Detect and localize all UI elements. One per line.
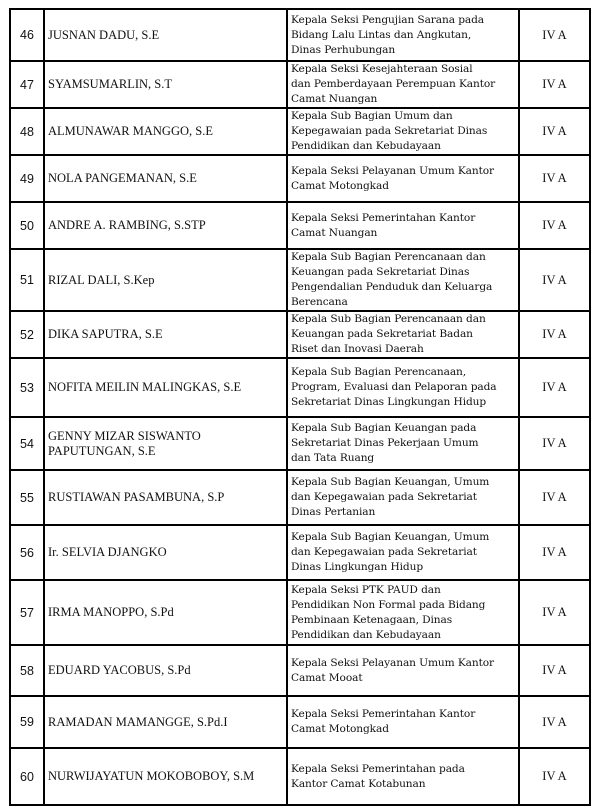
position-title: Kepala Seksi Pengujian Sarana pada Bidang Lalu Lintas dan Angkutan, Dinas Perhubungan	[287, 9, 519, 61]
table-row	[10, 748, 590, 805]
employee-name: ANDRE A. RAMBING, S.STP	[44, 202, 287, 249]
position-title: Kepala Sub Bagian Perencanaan dan Keuangan pada Sekretariat Dinas Pengendalian Penduduk dan Keluarga Berencana	[287, 249, 519, 311]
employee-name: Ir. SELVIA DJANGKO	[44, 525, 287, 580]
rank-grade: IV A	[519, 696, 590, 748]
table-row	[10, 417, 590, 470]
row-number: 46	[10, 9, 44, 61]
position-title: Kepala Seksi PTK PAUD dan Pendidikan Non Formal pada Bidang Pembinaan Ketenagaan, Dinas Pendidikan dan Kebudayaan	[287, 580, 519, 645]
employee-name: RAMADAN MAMANGGE, S.Pd.I	[44, 696, 287, 748]
position-title: Kepala Seksi Pelayanan Umum Kantor Camat Mooat	[287, 645, 519, 696]
table-row	[10, 525, 590, 580]
table-row	[10, 580, 590, 645]
row-number: 47	[10, 61, 44, 108]
rank-grade: IV A	[519, 358, 590, 417]
row-number: 51	[10, 249, 44, 311]
row-number: 59	[10, 696, 44, 748]
row-number: 56	[10, 525, 44, 580]
employee-name: DIKA SAPUTRA, S.E	[44, 311, 287, 358]
rank-grade: IV A	[519, 155, 590, 202]
rank-grade: IV A	[519, 645, 590, 696]
table-row	[10, 61, 590, 108]
employee-name: NURWIJAYATUN MOKOBOBOY, S.M	[44, 748, 287, 805]
table-row	[10, 311, 590, 358]
row-number: 57	[10, 580, 44, 645]
rank-grade: IV A	[519, 249, 590, 311]
row-number: 49	[10, 155, 44, 202]
rank-grade: IV A	[519, 525, 590, 580]
table-row	[10, 645, 590, 696]
table-row	[10, 202, 590, 249]
position-title: Kepala Seksi Pemerintahan pada Kantor Camat Kotabunan	[287, 748, 519, 805]
employee-name: SYAMSUMARLIN, S.T	[44, 61, 287, 108]
table-row	[10, 358, 590, 417]
position-title: Kepala Sub Bagian Perencanaan, Program, Evaluasi dan Pelaporan pada Sekretariat Dinas Lingkungan Hidup	[287, 358, 519, 417]
employee-name: RIZAL DALI, S.Kep	[44, 249, 287, 311]
row-number: 52	[10, 311, 44, 358]
rank-grade: IV A	[519, 108, 590, 155]
position-title: Kepala Sub Bagian Umum dan Kepegawaian pada Sekretariat Dinas Pendidikan dan Kebudayaan	[287, 108, 519, 155]
table-row	[10, 696, 590, 748]
rank-grade: IV A	[519, 9, 590, 61]
employee-name: IRMA MANOPPO, S.Pd	[44, 580, 287, 645]
employee-name: ALMUNAWAR MANGGO, S.E	[44, 108, 287, 155]
rank-grade: IV A	[519, 470, 590, 525]
position-title: Kepala Seksi Kesejahteraan Sosial dan Pemberdayaan Perempuan Kantor Camat Nuangan	[287, 61, 519, 108]
row-number: 60	[10, 748, 44, 805]
table-row	[10, 155, 590, 202]
row-number: 55	[10, 470, 44, 525]
row-number: 50	[10, 202, 44, 249]
row-number: 48	[10, 108, 44, 155]
rank-grade: IV A	[519, 202, 590, 249]
employee-name: GENNY MIZAR SISWANTO PAPUTUNGAN, S.E	[44, 417, 287, 470]
officials-table	[9, 8, 591, 806]
position-title: Kepala Seksi Pelayanan Umum Kantor Camat Motongkad	[287, 155, 519, 202]
employee-name: NOFITA MEILIN MALINGKAS, S.E	[44, 358, 287, 417]
table-row	[10, 470, 590, 525]
position-title: Kepala Seksi Pemerintahan Kantor Camat Motongkad	[287, 696, 519, 748]
table-row	[10, 108, 590, 155]
position-title: Kepala Sub Bagian Perencanaan dan Keuangan pada Sekretariat Badan Riset dan Inovasi Daerah	[287, 311, 519, 358]
position-title: Kepala Sub Bagian Keuangan, Umum dan Kepegawaian pada Sekretariat Dinas Lingkungan Hidup	[287, 525, 519, 580]
rank-grade: IV A	[519, 417, 590, 470]
position-title: Kepala Sub Bagian Keuangan pada Sekretariat Dinas Pekerjaan Umum dan Tata Ruang	[287, 417, 519, 470]
rank-grade: IV A	[519, 748, 590, 805]
position-title: Kepala Sub Bagian Keuangan, Umum dan Kepegawaian pada Sekretariat Dinas Pertanian	[287, 470, 519, 525]
row-number: 58	[10, 645, 44, 696]
employee-name: EDUARD YACOBUS, S.Pd	[44, 645, 287, 696]
row-number: 54	[10, 417, 44, 470]
employee-name: RUSTIAWAN PASAMBUNA, S.P	[44, 470, 287, 525]
rank-grade: IV A	[519, 61, 590, 108]
table-row	[10, 249, 590, 311]
position-title: Kepala Seksi Pemerintahan Kantor Camat Nuangan	[287, 202, 519, 249]
employee-name: JUSNAN DADU, S.E	[44, 9, 287, 61]
table-row	[10, 9, 590, 61]
employee-name: NOLA PANGEMANAN, S.E	[44, 155, 287, 202]
row-number: 53	[10, 358, 44, 417]
rank-grade: IV A	[519, 580, 590, 645]
rank-grade: IV A	[519, 311, 590, 358]
